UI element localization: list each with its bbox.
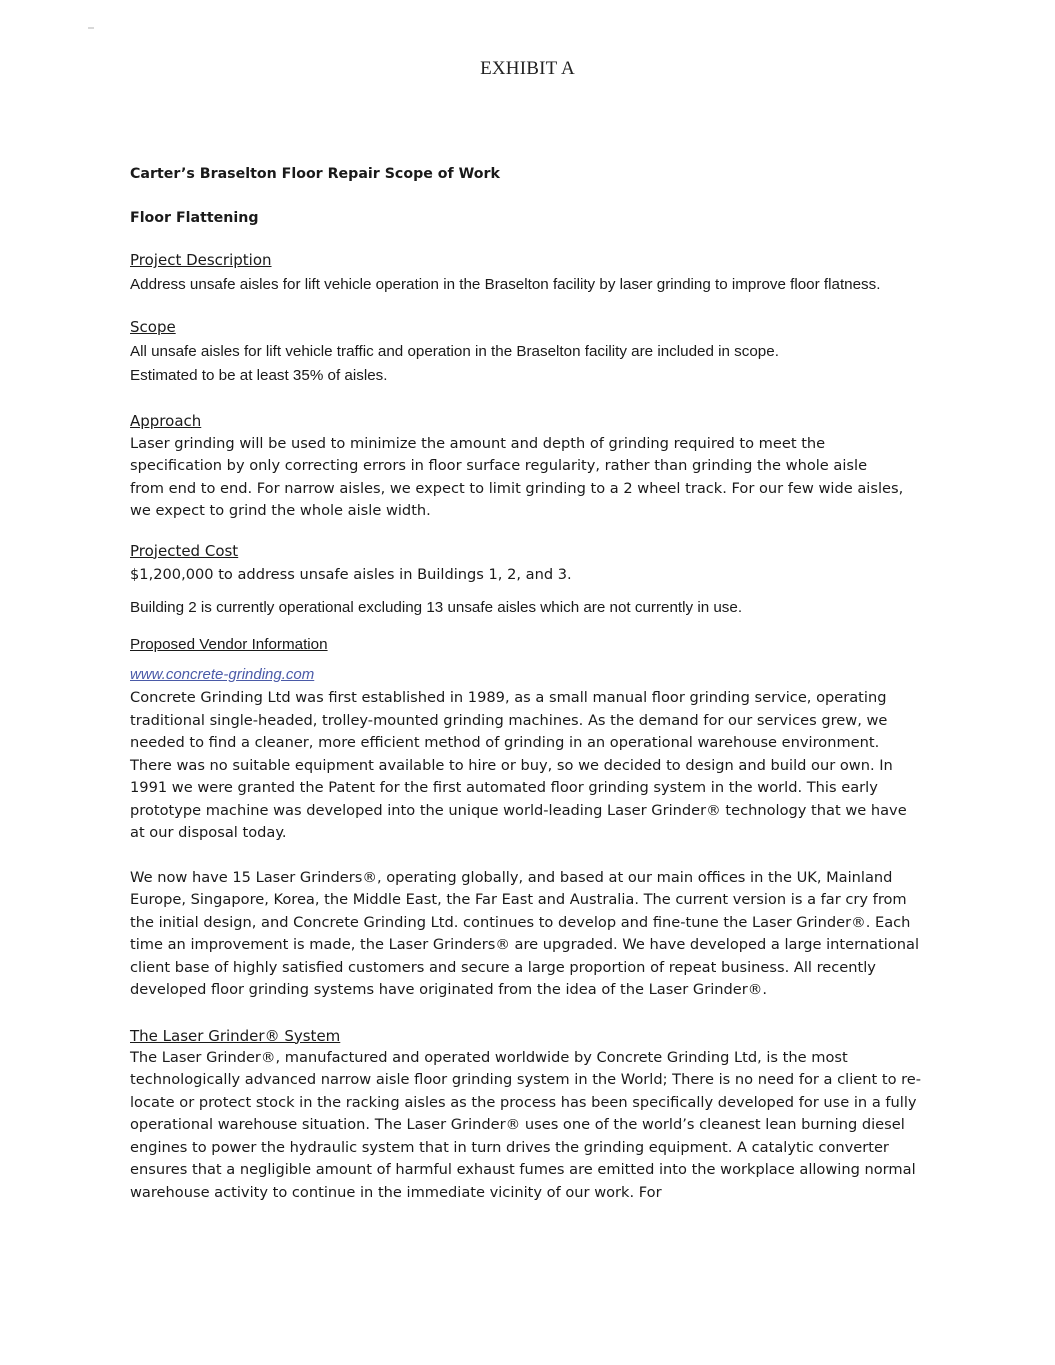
section-heading: Project Description xyxy=(130,251,272,269)
section-heading: Scope xyxy=(130,317,176,336)
vendor-link[interactable]: www.concrete-grinding.com xyxy=(130,666,315,683)
section-project-description xyxy=(130,249,930,298)
section-text: The Laser Grinder®, manufactured and operated worldwide by Concrete Grinding Ltd, is the most technologically advanced narrow aisle floor grinding system in the World; There is no need for a client to re-locate or protect stock in the racking aisles as the process has been specifically developed for use in a fully operational warehouse situation. The Laser Grinder® uses one of the world’s cleanest lean burning diesel engines to power the hydraulic system that in turn drives the grinding equipment. A catalytic converter ensures that a negligible amount of harmful exhaust fumes are emitted into the workplace allowing normal warehouse activity to continue in the immediate vicinity of our work. For xyxy=(130,1048,922,1201)
document-subtitle: Floor Flattening xyxy=(130,210,259,226)
section-approach xyxy=(130,410,930,523)
document-body xyxy=(130,163,930,1204)
section-text: Estimated to be at least 35% of aisles. xyxy=(130,367,388,384)
section-vendor xyxy=(130,633,930,1002)
cost-note: Building 2 is currently operational excluding 13 unsafe aisles which are not currently in use. xyxy=(130,599,743,616)
exhibit-heading: EXHIBIT A xyxy=(480,58,575,79)
section-scope xyxy=(130,316,930,389)
vendor-paragraph: We now have 15 Laser Grinders®, operating globally, and based at our main offices in the UK, Mainland Europe, Singapore, Korea, the Middle East, the Far East and Australia. The current version is a far cry from the initial design, and Concrete Grinding Ltd. continues to develop and fine-tune the Laser Grinder®. Each time an improvement is made, the Laser Grinders® are upgraded. We have developed a large international client base of highly satisfied customers and secure a large proportion of repeat business. All recently developed floor grinding systems have originated from the idea of the Laser Grinder®. xyxy=(130,868,920,998)
document-title: Carter’s Braselton Floor Repair Scope of Work xyxy=(130,166,500,182)
section-heading: The Laser Grinder® System xyxy=(130,1026,341,1045)
section-text: Address unsafe aisles for lift vehicle operation in the Braselton facility by laser grinding to improve floor flatness. xyxy=(130,276,881,293)
cost-amount: $1,200,000 to address unsafe aisles in Buildings 1, 2, and 3. xyxy=(130,565,572,583)
section-heading: Approach xyxy=(130,411,202,430)
section-heading: Proposed Vendor Information xyxy=(130,635,328,653)
section-text: Laser grinding will be used to minimize the amount and depth of grinding required to meet the specification by only correcting errors in floor surface regularity, rather than grinding the whole aisle from end to end. For narrow aisles, we expect to limit grinding to a 2 wheel track. For our few wide aisles, we expect to grind the whole aisle width. xyxy=(130,434,904,519)
vendor-paragraph: Concrete Grinding Ltd was first established in 1989, as a small manual floor grinding service, operating traditional single-headed, trolley-mounted grinding machines. As the demand for our services grew, we needed to find a cleaner, more efficient method of grinding in an operational warehouse environment. There was no suitable equipment available to hire or buy, so we decided to design and build our own. In 1991 we were granted the Patent for the first automated floor grinding system in the world. This early prototype machine was developed into the unique world-leading Laser Grinder® technology that we have at our disposal today. xyxy=(130,689,907,841)
scan-speck xyxy=(88,27,94,29)
section-text: All unsafe aisles for lift vehicle traffic and operation in the Braselton facility are included in scope. xyxy=(130,342,779,360)
section-heading: Projected Cost xyxy=(130,541,239,560)
section-system xyxy=(130,1025,930,1205)
section-projected-cost xyxy=(130,540,930,621)
